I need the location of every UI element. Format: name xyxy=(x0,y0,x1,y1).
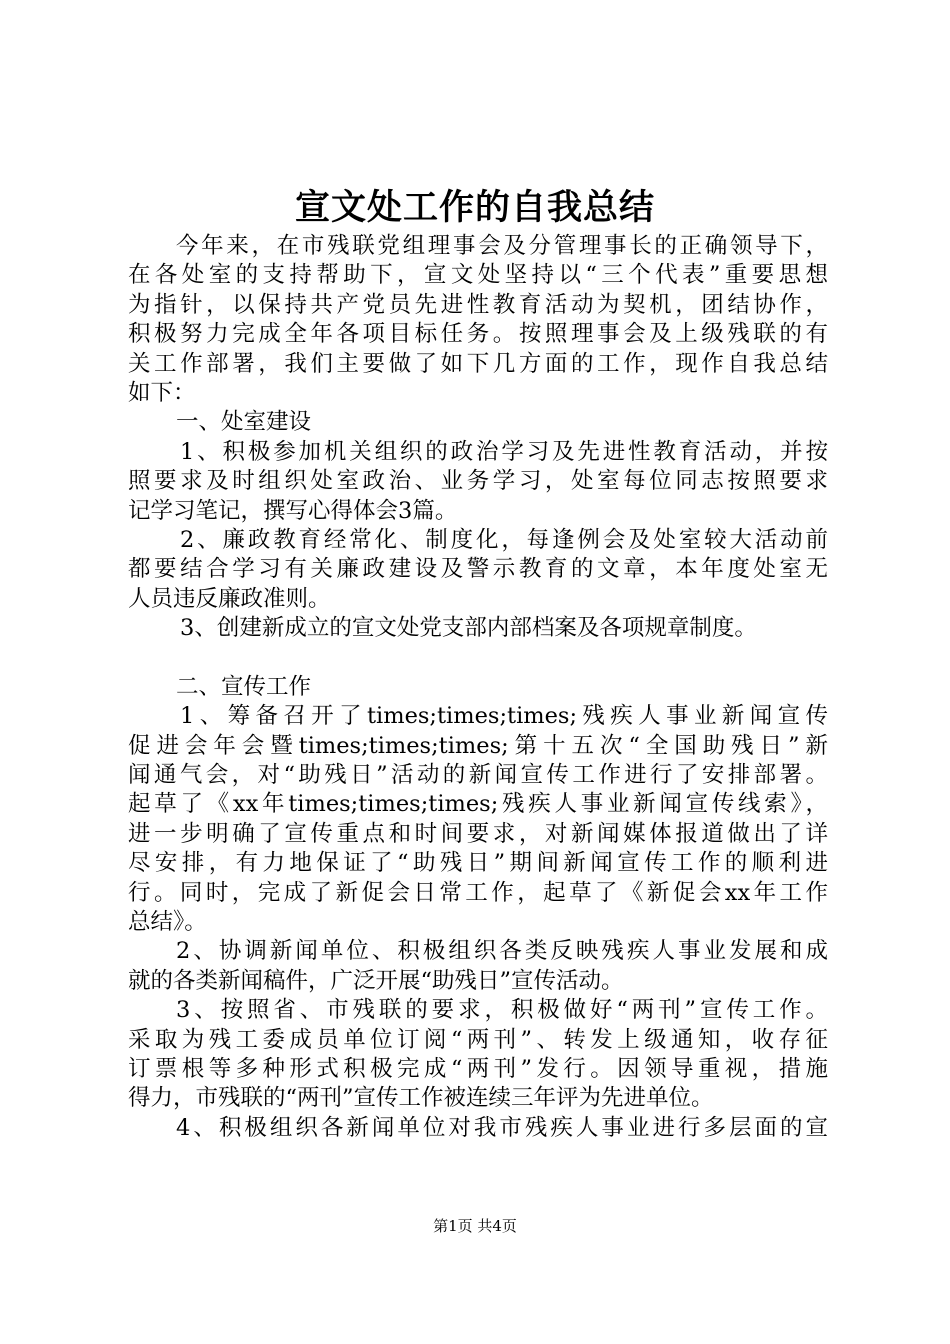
paragraph-line: 3、创建新成立的宣文处党支部内部档案及各项规章制度。 xyxy=(180,615,757,642)
document-body xyxy=(128,232,828,1143)
paragraph-line: 关工作部署，我们主要做了如下几方面的工作，现作自我总结 xyxy=(128,350,828,377)
paragraph-line: 记学习笔记，撰写心得体会3篇。 xyxy=(128,497,458,524)
paragraph-line: 2、廉政教育经常化、制度化，每逢例会及处室较大活动前 xyxy=(180,526,828,553)
page-number-footer: 第1页 共4页 xyxy=(433,1217,517,1235)
paragraph-line: 今年来，在市残联党组理事会及分管理事长的正确领导下， xyxy=(176,233,828,259)
paragraph-line: 在各处室的支持帮助下，宣文处坚持以“三个代表”重要思想 xyxy=(128,262,828,289)
paragraph-line: 进一步明确了宣传重点和时间要求，对新闻媒体报道做出了详 xyxy=(128,820,828,847)
section-heading: 二、宣传工作 xyxy=(176,673,312,700)
paragraph-line: 如下： xyxy=(128,379,196,406)
paragraph-line: 3、按照省、市残联的要求，积极做好“两刊”宣传工作。 xyxy=(176,997,828,1024)
section-heading: 一、处室建设 xyxy=(176,409,312,436)
paragraph-line: 积极努力完成全年各项目标任务。按照理事会及上级残联的有 xyxy=(128,321,828,348)
paragraph-line: 得力，市残联的“两刊”宣传工作被连续三年评为先进单位。 xyxy=(128,1085,714,1112)
paragraph-line: 就的各类新闻稿件，广泛开展“助残日”宣传活动。 xyxy=(128,967,624,994)
paragraph-line: 行。同时，完成了新促会日常工作，起草了《新促会xx年工作 xyxy=(128,879,828,906)
document-title: 宣文处工作的自我总结 xyxy=(294,187,655,228)
paragraph-line: 为指针，以保持共产党员先进性教育活动为契机，团结协作， xyxy=(128,291,828,318)
paragraph-line: 起草了《xx年times;times;times;残疾人事业新闻宣传线索》， xyxy=(128,791,828,818)
paragraph-line: 人员违反廉政准则。 xyxy=(128,585,331,612)
paragraph-line: 2、协调新闻单位、积极组织各类反映残疾人事业发展和成 xyxy=(176,938,828,965)
paragraph-line: 1、积极参加机关组织的政治学习及先进性教育活动，并按 xyxy=(180,438,828,465)
paragraph-line: 照要求及时组织处室政治、业务学习，处室每位同志按照要求 xyxy=(128,468,828,495)
paragraph-line: 尽安排，有力地保证了“助残日”期间新闻宣传工作的顺利进 xyxy=(128,850,828,877)
paragraph-line: 都要结合学习有关廉政建设及警示教育的文章，本年度处室无 xyxy=(128,556,828,583)
paragraph-line: 4、积极组织各新闻单位对我市残疾人事业进行多层面的宣 xyxy=(176,1114,828,1141)
paragraph-line: 采取为残工委成员单位订阅“两刊”、转发上级通知，收存征 xyxy=(128,1026,828,1053)
blank-line xyxy=(128,643,828,672)
paragraph-line: 闻通气会，对“助残日”活动的新闻宣传工作进行了安排部署。 xyxy=(128,762,828,789)
paragraph-line: 总结》。 xyxy=(128,908,207,935)
paragraph-line: 促进会年会暨times;times;times;第十五次“全国助残日”新 xyxy=(128,732,828,759)
paragraph-line: 1、筹备召开了times;times;times;残疾人事业新闻宣传 xyxy=(180,703,828,730)
paragraph-line: 订票根等多种形式积极完成“两刊”发行。因领导重视，措施 xyxy=(128,1055,828,1082)
